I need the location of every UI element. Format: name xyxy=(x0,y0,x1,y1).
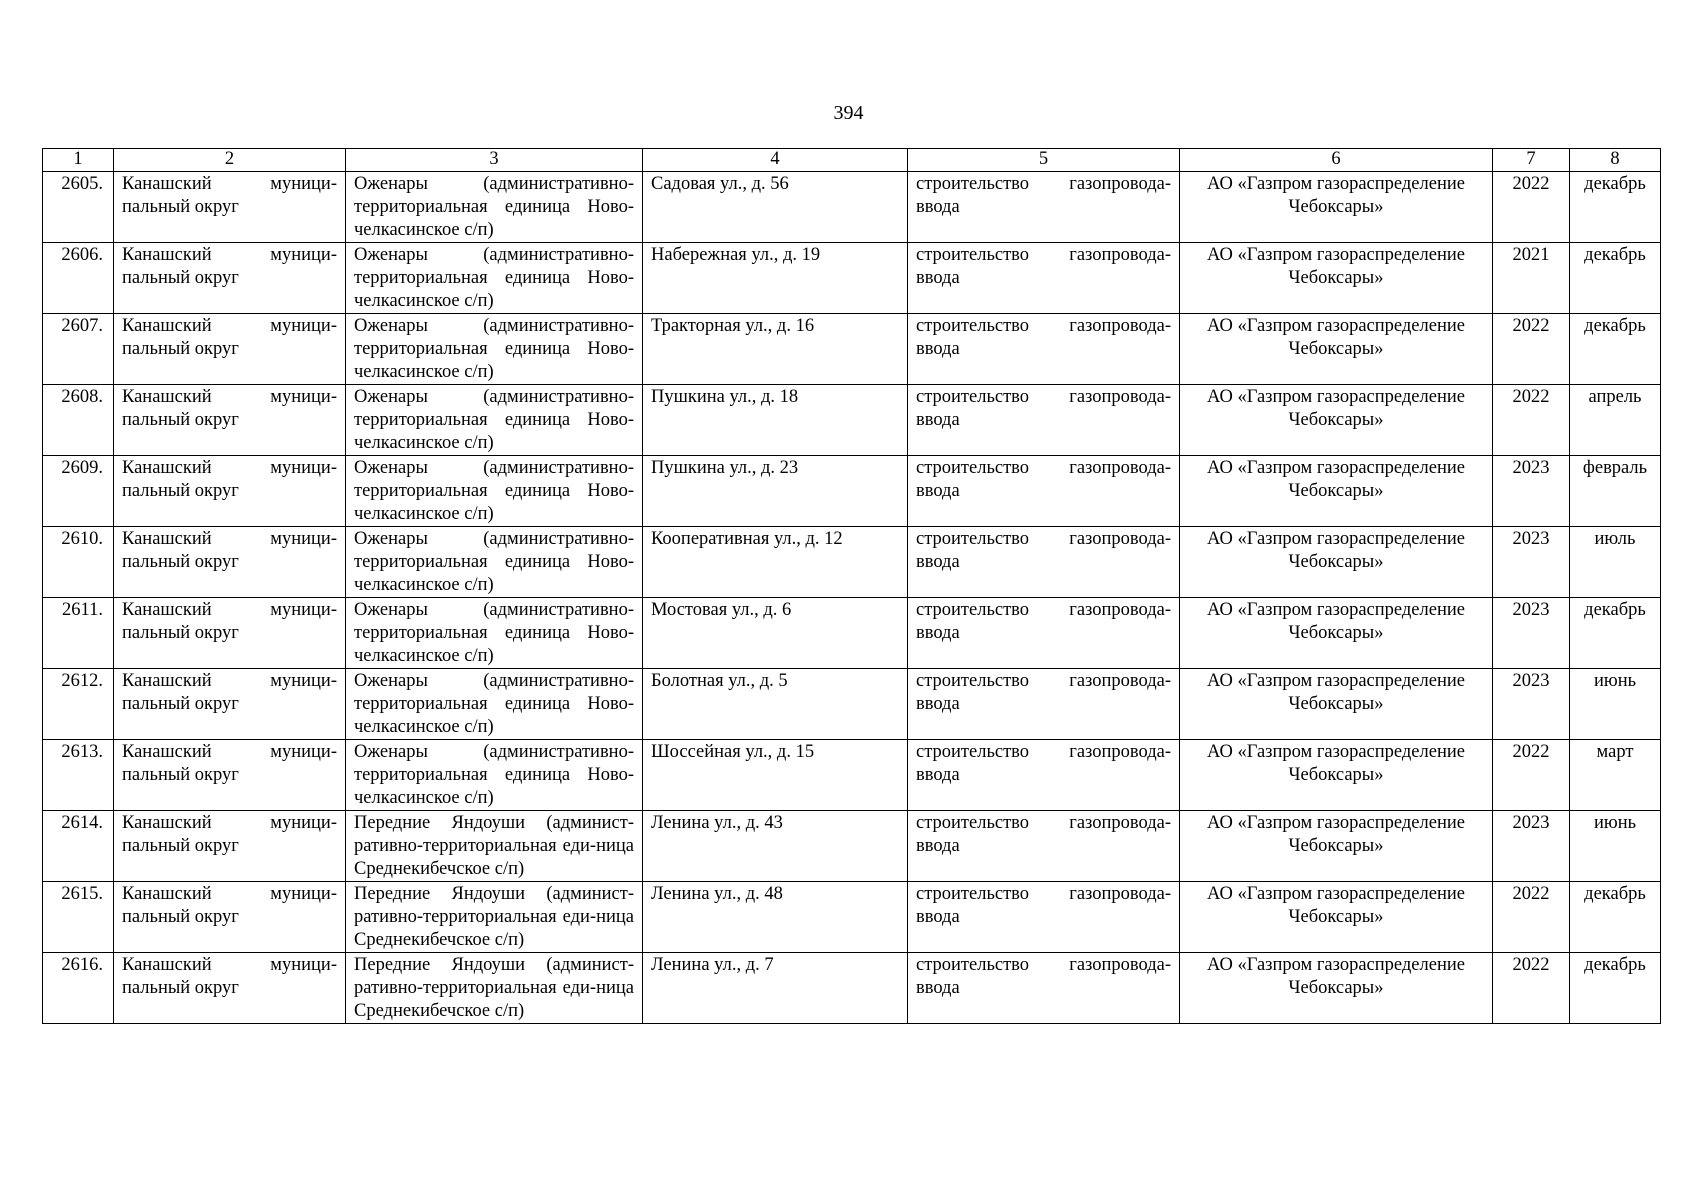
settlement-cell: Передние Яндоуши (админист-ративно-территориальная еди-ница Среднекибечское с/п) xyxy=(346,953,643,1024)
address-cell: Болотная ул., д. 5 xyxy=(643,669,908,740)
address-cell: Кооперативная ул., д. 12 xyxy=(643,527,908,598)
settlement-cell: Оженары (административно-территориальная единица Ново-челкасинское с/п) xyxy=(346,314,643,385)
work-type-cell: строительство газопровода-ввода xyxy=(908,385,1180,456)
column-number: 2 xyxy=(114,149,346,172)
row-number: 2614. xyxy=(43,811,114,882)
district-cell: Канашский муници-пальный округ xyxy=(114,172,346,243)
table-row xyxy=(43,669,1661,740)
table-row xyxy=(43,953,1661,1024)
table-row xyxy=(43,314,1661,385)
row-number: 2613. xyxy=(43,740,114,811)
row-number: 2606. xyxy=(43,243,114,314)
address-cell: Ленина ул., д. 48 xyxy=(643,882,908,953)
address-cell: Ленина ул., д. 7 xyxy=(643,953,908,1024)
table-row xyxy=(43,740,1661,811)
owner-cell: АО «Газпром газораспределение Чебоксары» xyxy=(1180,882,1493,953)
work-type-cell: строительство газопровода-ввода xyxy=(908,172,1180,243)
year-cell: 2023 xyxy=(1493,456,1570,527)
month-cell: декабрь xyxy=(1570,314,1661,385)
owner-cell: АО «Газпром газораспределение Чебоксары» xyxy=(1180,669,1493,740)
year-cell: 2023 xyxy=(1493,669,1570,740)
year-cell: 2021 xyxy=(1493,243,1570,314)
row-number: 2607. xyxy=(43,314,114,385)
year-cell: 2022 xyxy=(1493,172,1570,243)
row-number: 2609. xyxy=(43,456,114,527)
row-number: 2615. xyxy=(43,882,114,953)
district-cell: Канашский муници-пальный округ xyxy=(114,669,346,740)
settlement-cell: Передние Яндоуши (админист-ративно-территориальная еди-ница Среднекибечское с/п) xyxy=(346,882,643,953)
settlement-cell: Оженары (административно-территориальная единица Ново-челкасинское с/п) xyxy=(346,243,643,314)
district-cell: Канашский муници-пальный округ xyxy=(114,243,346,314)
row-number: 2608. xyxy=(43,385,114,456)
district-cell: Канашский муници-пальный округ xyxy=(114,953,346,1024)
row-number: 2610. xyxy=(43,527,114,598)
address-cell: Пушкина ул., д. 18 xyxy=(643,385,908,456)
work-type-cell: строительство газопровода-ввода xyxy=(908,314,1180,385)
table-row xyxy=(43,456,1661,527)
year-cell: 2023 xyxy=(1493,598,1570,669)
year-cell: 2022 xyxy=(1493,385,1570,456)
district-cell: Канашский муници-пальный округ xyxy=(114,456,346,527)
settlement-cell: Оженары (административно-территориальная единица Ново-челкасинское с/п) xyxy=(346,385,643,456)
gas-pipeline-registry-table xyxy=(42,148,1661,1024)
month-cell: декабрь xyxy=(1570,172,1661,243)
work-type-cell: строительство газопровода-ввода xyxy=(908,953,1180,1024)
month-cell: март xyxy=(1570,740,1661,811)
table-row xyxy=(43,527,1661,598)
settlement-cell: Оженары (административно-территориальная единица Ново-челкасинское с/п) xyxy=(346,456,643,527)
owner-cell: АО «Газпром газораспределение Чебоксары» xyxy=(1180,527,1493,598)
settlement-cell: Оженары (административно-территориальная единица Ново-челкасинское с/п) xyxy=(346,669,643,740)
settlement-cell: Оженары (административно-территориальная единица Ново-челкасинское с/п) xyxy=(346,740,643,811)
owner-cell: АО «Газпром газораспределение Чебоксары» xyxy=(1180,953,1493,1024)
work-type-cell: строительство газопровода-ввода xyxy=(908,669,1180,740)
month-cell: декабрь xyxy=(1570,243,1661,314)
district-cell: Канашский муници-пальный округ xyxy=(114,740,346,811)
table-row xyxy=(43,811,1661,882)
district-cell: Канашский муници-пальный округ xyxy=(114,811,346,882)
owner-cell: АО «Газпром газораспределение Чебоксары» xyxy=(1180,456,1493,527)
district-cell: Канашский муници-пальный округ xyxy=(114,385,346,456)
year-cell: 2022 xyxy=(1493,882,1570,953)
settlement-cell: Передние Яндоуши (админист-ративно-территориальная еди-ница Среднекибечское с/п) xyxy=(346,811,643,882)
table-row xyxy=(43,882,1661,953)
year-cell: 2022 xyxy=(1493,953,1570,1024)
month-cell: декабрь xyxy=(1570,882,1661,953)
address-cell: Набережная ул., д. 19 xyxy=(643,243,908,314)
month-cell: февраль xyxy=(1570,456,1661,527)
month-cell: июль xyxy=(1570,527,1661,598)
year-cell: 2022 xyxy=(1493,740,1570,811)
row-number: 2605. xyxy=(43,172,114,243)
month-cell: декабрь xyxy=(1570,953,1661,1024)
month-cell: апрель xyxy=(1570,385,1661,456)
district-cell: Канашский муници-пальный округ xyxy=(114,598,346,669)
column-number: 7 xyxy=(1493,149,1570,172)
column-number: 1 xyxy=(43,149,114,172)
district-cell: Канашский муници-пальный округ xyxy=(114,314,346,385)
column-number: 5 xyxy=(908,149,1180,172)
settlement-cell: Оженары (административно-территориальная единица Ново-челкасинское с/п) xyxy=(346,527,643,598)
table-row xyxy=(43,243,1661,314)
owner-cell: АО «Газпром газораспределение Чебоксары» xyxy=(1180,243,1493,314)
address-cell: Пушкина ул., д. 23 xyxy=(643,456,908,527)
work-type-cell: строительство газопровода-ввода xyxy=(908,882,1180,953)
work-type-cell: строительство газопровода-ввода xyxy=(908,598,1180,669)
district-cell: Канашский муници-пальный округ xyxy=(114,527,346,598)
owner-cell: АО «Газпром газораспределение Чебоксары» xyxy=(1180,740,1493,811)
owner-cell: АО «Газпром газораспределение Чебоксары» xyxy=(1180,314,1493,385)
work-type-cell: строительство газопровода-ввода xyxy=(908,740,1180,811)
settlement-cell: Оженары (административно-территориальная единица Ново-челкасинское с/п) xyxy=(346,598,643,669)
work-type-cell: строительство газопровода-ввода xyxy=(908,527,1180,598)
column-number: 3 xyxy=(346,149,643,172)
month-cell: декабрь xyxy=(1570,598,1661,669)
owner-cell: АО «Газпром газораспределение Чебоксары» xyxy=(1180,598,1493,669)
column-number-row xyxy=(43,149,1661,172)
address-cell: Мостовая ул., д. 6 xyxy=(643,598,908,669)
row-number: 2616. xyxy=(43,953,114,1024)
month-cell: июнь xyxy=(1570,811,1661,882)
page-number: 394 xyxy=(833,102,864,124)
district-cell: Канашский муници-пальный округ xyxy=(114,882,346,953)
owner-cell: АО «Газпром газораспределение Чебоксары» xyxy=(1180,811,1493,882)
row-number: 2611. xyxy=(43,598,114,669)
work-type-cell: строительство газопровода-ввода xyxy=(908,456,1180,527)
owner-cell: АО «Газпром газораспределение Чебоксары» xyxy=(1180,172,1493,243)
column-number: 6 xyxy=(1180,149,1493,172)
table-row xyxy=(43,385,1661,456)
year-cell: 2022 xyxy=(1493,314,1570,385)
year-cell: 2023 xyxy=(1493,811,1570,882)
settlement-cell: Оженары (административно-территориальная единица Ново-челкасинское с/п) xyxy=(346,172,643,243)
year-cell: 2023 xyxy=(1493,527,1570,598)
address-cell: Ленина ул., д. 43 xyxy=(643,811,908,882)
column-number: 8 xyxy=(1570,149,1661,172)
work-type-cell: строительство газопровода-ввода xyxy=(908,811,1180,882)
address-cell: Тракторная ул., д. 16 xyxy=(643,314,908,385)
owner-cell: АО «Газпром газораспределение Чебоксары» xyxy=(1180,385,1493,456)
table-row xyxy=(43,598,1661,669)
address-cell: Садовая ул., д. 56 xyxy=(643,172,908,243)
table-row xyxy=(43,172,1661,243)
month-cell: июнь xyxy=(1570,669,1661,740)
work-type-cell: строительство газопровода-ввода xyxy=(908,243,1180,314)
column-number: 4 xyxy=(643,149,908,172)
row-number: 2612. xyxy=(43,669,114,740)
address-cell: Шоссейная ул., д. 15 xyxy=(643,740,908,811)
